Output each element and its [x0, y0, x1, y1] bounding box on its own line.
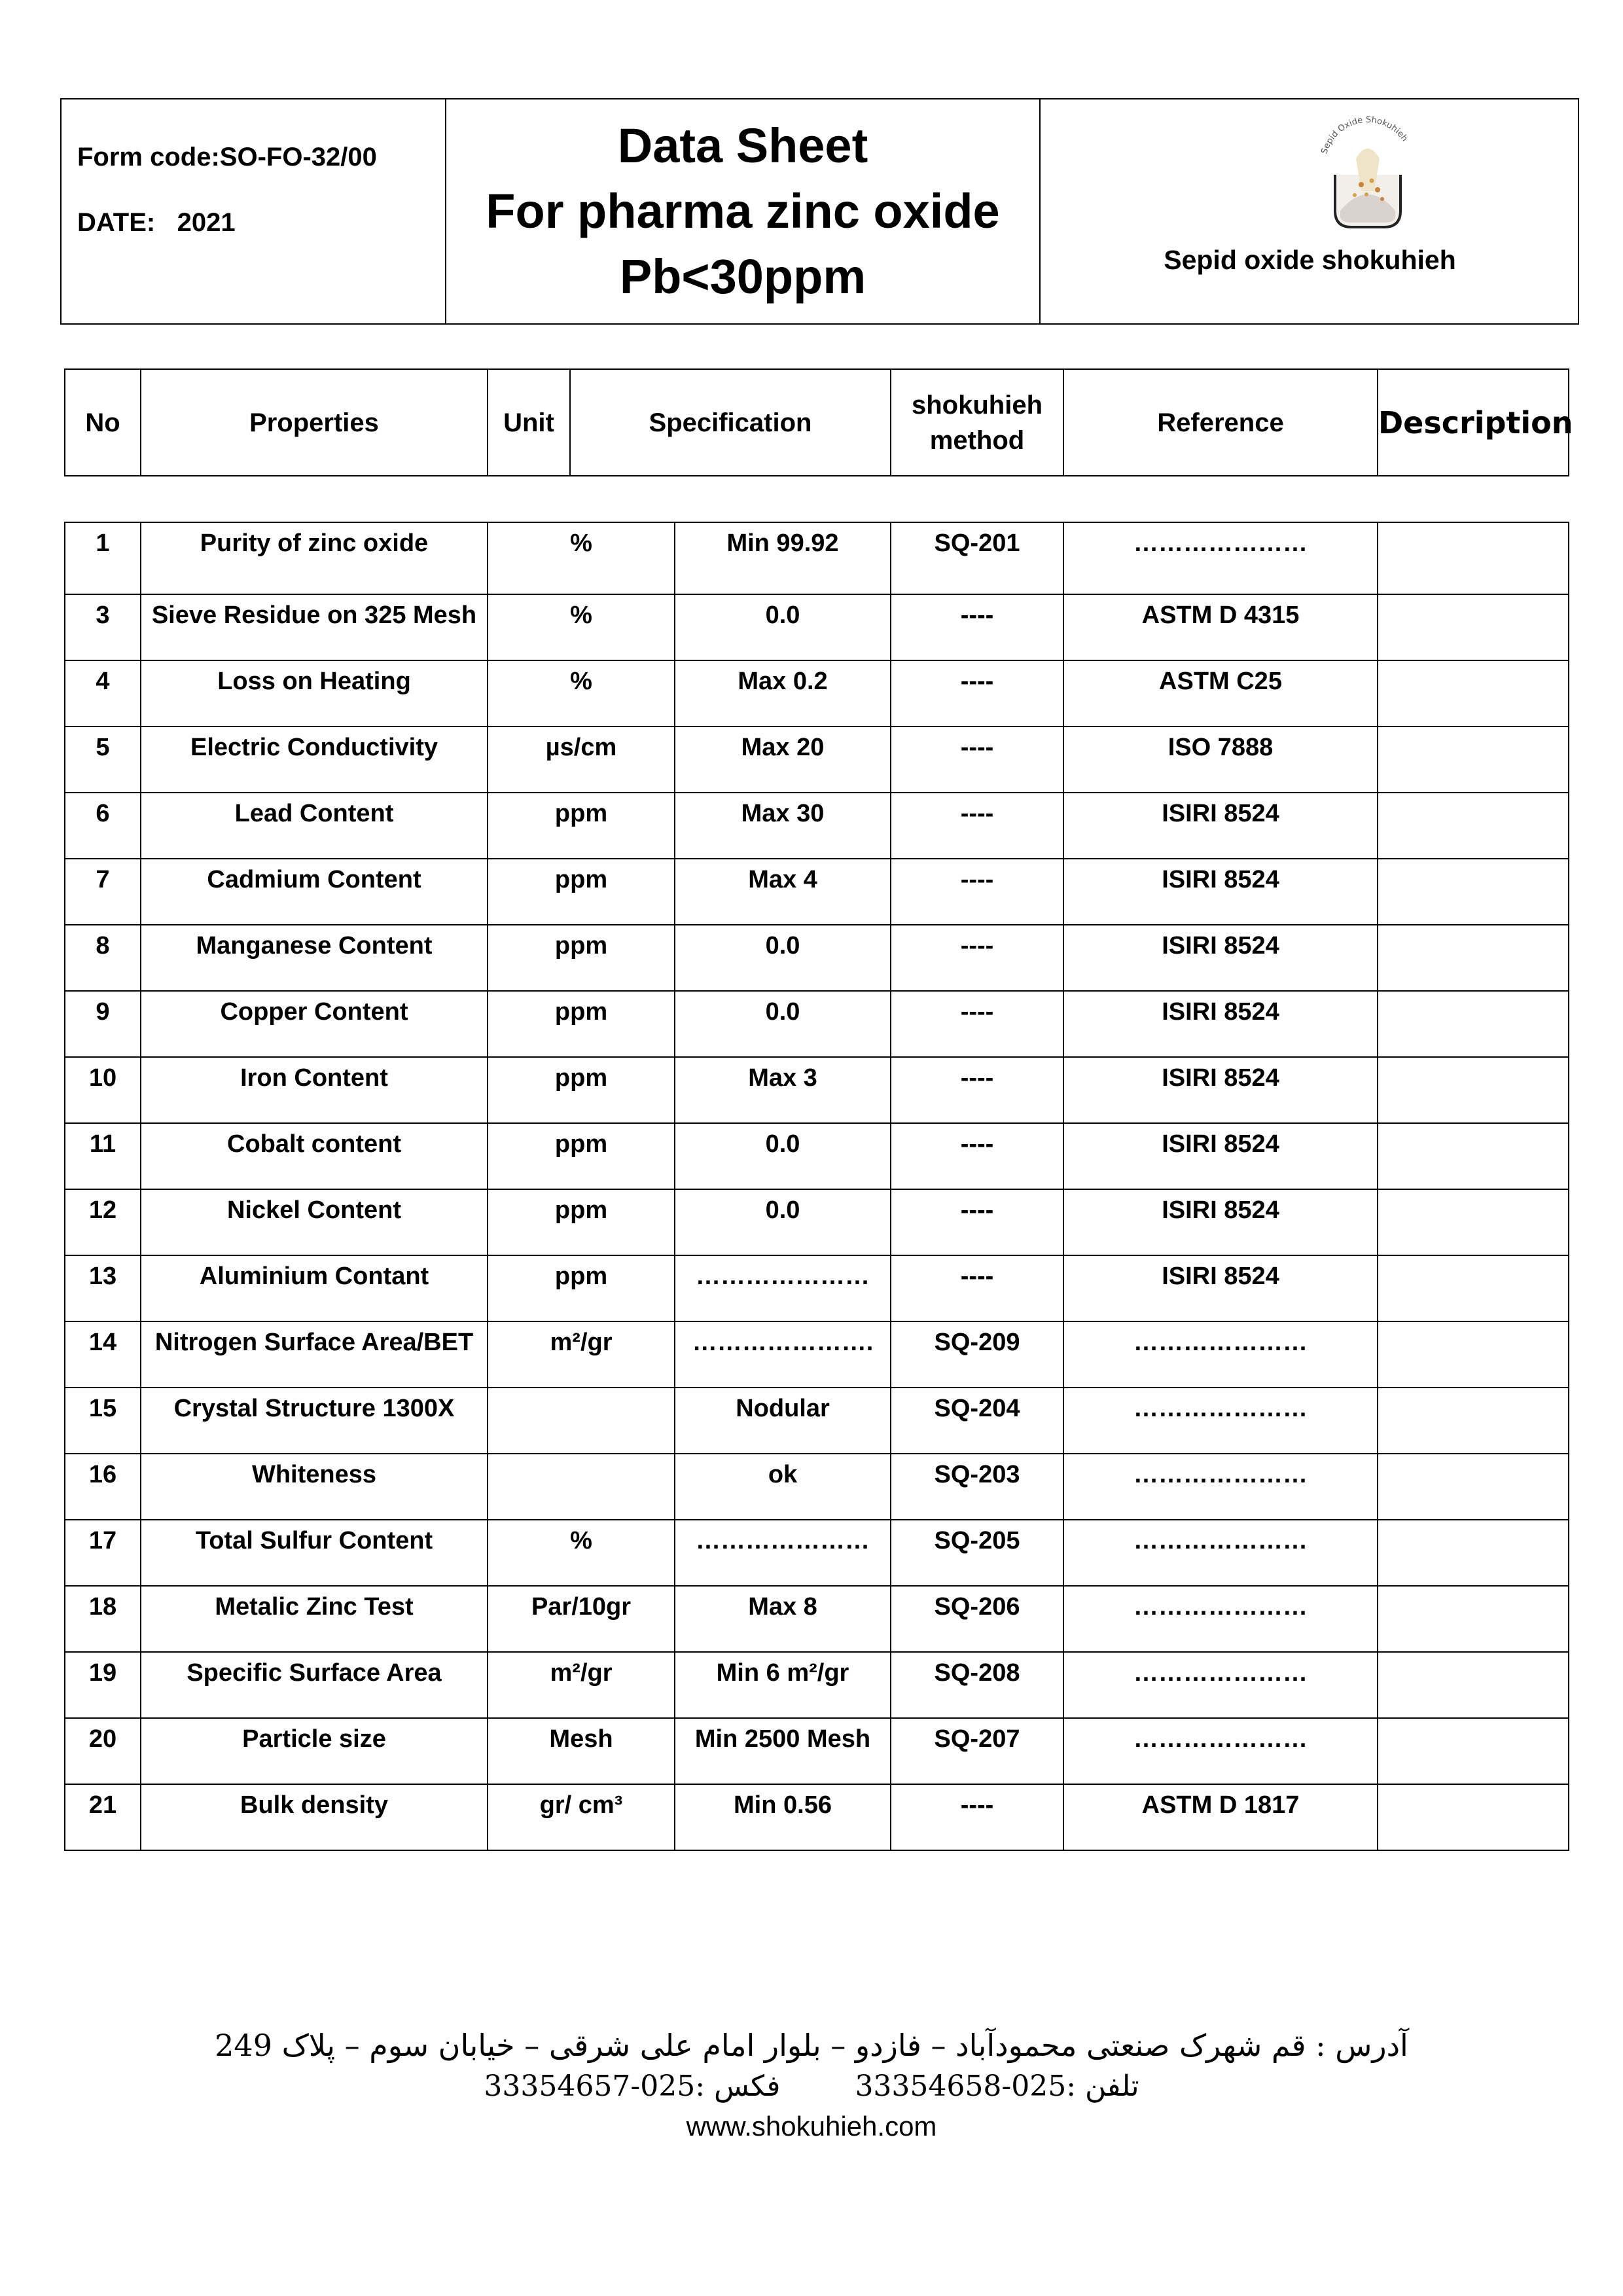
cell-specification: Min 99.92: [675, 522, 891, 594]
table-row: [65, 522, 1569, 594]
cell-method: SQ-205: [891, 1520, 1063, 1586]
cell-specification: Max 30: [675, 793, 891, 859]
cell-description: [1378, 991, 1569, 1057]
cell-unit: m²/gr: [488, 1652, 675, 1718]
svg-text:Sepid Oxide Shokuhieh: [1319, 115, 1409, 155]
table-row: [65, 1652, 1569, 1718]
cell-description: [1378, 1718, 1569, 1784]
cell-description: [1378, 1255, 1569, 1321]
cell-method: ----: [891, 1255, 1063, 1321]
cell-reference: ISIRI 8524: [1063, 1189, 1378, 1255]
cell-no: 5: [65, 726, 141, 793]
cell-unit: ppm: [488, 991, 675, 1057]
cell-specification: Nodular: [675, 1388, 891, 1454]
cell-reference: …………………: [1063, 1586, 1378, 1652]
properties-table: [64, 522, 1569, 1851]
company-name: Sepid oxide shokuhieh: [1164, 245, 1456, 275]
cell-property: Cadmium Content: [141, 859, 488, 925]
col-unit-header: Unit: [488, 369, 570, 476]
cell-no: 8: [65, 925, 141, 991]
company-logo: [1309, 113, 1427, 237]
logo-text: Sepid Oxide Shokuhieh: [1319, 115, 1410, 156]
header-meta-cell: [62, 99, 446, 323]
cell-description: [1378, 1652, 1569, 1718]
cell-reference: …………………: [1063, 1520, 1378, 1586]
cell-description: [1378, 1586, 1569, 1652]
col-method-header: [891, 369, 1063, 476]
cell-unit: m²/gr: [488, 1321, 675, 1388]
cell-unit: gr/ cm³: [488, 1784, 675, 1850]
cell-method: ----: [891, 1123, 1063, 1189]
cell-no: 9: [65, 991, 141, 1057]
cell-no: 21: [65, 1784, 141, 1850]
cell-unit: %: [488, 1520, 675, 1586]
cell-property: Metalic Zinc Test: [141, 1586, 488, 1652]
document-date: [77, 208, 236, 238]
cell-reference: ISIRI 8524: [1063, 793, 1378, 859]
col-method-line2: method: [929, 425, 1025, 455]
document-header: [60, 98, 1579, 325]
cell-method: SQ-206: [891, 1586, 1063, 1652]
col-no-header: No: [65, 369, 141, 476]
cell-no: 4: [65, 660, 141, 726]
table-row: [65, 1388, 1569, 1454]
cell-no: 6: [65, 793, 141, 859]
column-header-row: [65, 369, 1569, 476]
table-row: [65, 1321, 1569, 1388]
col-description-header: Description: [1378, 369, 1569, 476]
cell-specification: ………………….: [675, 1321, 891, 1388]
cell-property: Cobalt content: [141, 1123, 488, 1189]
table-row: [65, 1454, 1569, 1520]
cell-method: SQ-201: [891, 522, 1063, 594]
header-title-cell: [446, 99, 1041, 323]
cell-unit: %: [488, 522, 675, 594]
cell-reference: ISO 7888: [1063, 726, 1378, 793]
cell-specification: Min 2500 Mesh: [675, 1718, 891, 1784]
cell-method: ----: [891, 726, 1063, 793]
cell-property: Aluminium Contant: [141, 1255, 488, 1321]
table-row: [65, 1255, 1569, 1321]
table-row: [65, 1189, 1569, 1255]
cell-reference: ISIRI 8524: [1063, 925, 1378, 991]
cell-no: 10: [65, 1057, 141, 1123]
cell-specification: 0.0: [675, 1189, 891, 1255]
cell-unit: Par/10gr: [488, 1586, 675, 1652]
cell-property: Whiteness: [141, 1454, 488, 1520]
table-row: [65, 1057, 1569, 1123]
cell-unit: %: [488, 594, 675, 660]
cell-property: Iron Content: [141, 1057, 488, 1123]
col-properties-header: Properties: [141, 369, 488, 476]
cell-property: Total Sulfur Content: [141, 1520, 488, 1586]
cell-property: Crystal Structure 1300X: [141, 1388, 488, 1454]
cell-description: [1378, 1189, 1569, 1255]
cell-description: [1378, 1388, 1569, 1454]
cell-unit: [488, 1454, 675, 1520]
cell-method: ----: [891, 660, 1063, 726]
table-row: [65, 991, 1569, 1057]
cell-method: ----: [891, 793, 1063, 859]
column-header-table: [64, 368, 1573, 476]
cell-reference: ISIRI 8524: [1063, 1123, 1378, 1189]
cell-method: ----: [891, 859, 1063, 925]
cell-specification: Max 20: [675, 726, 891, 793]
footer-contacts: [0, 2070, 1623, 2103]
cell-unit: ppm: [488, 1057, 675, 1123]
title-line-3: Pb<30ppm: [619, 249, 866, 304]
cell-specification: Max 0.2: [675, 660, 891, 726]
cell-reference: …………………: [1063, 1652, 1378, 1718]
cell-unit: Mesh: [488, 1718, 675, 1784]
cell-description: [1378, 594, 1569, 660]
cell-reference: …………………: [1063, 1321, 1378, 1388]
cell-description: [1378, 1784, 1569, 1850]
cell-method: ----: [891, 1189, 1063, 1255]
footer-address: آدرس : قم شهرک صنعتی محمودآباد – فازدو – بلوار امام علی شرقی – خیابان سوم – پلاک 249: [215, 2028, 1408, 2063]
cell-description: [1378, 660, 1569, 726]
cell-property: Specific Surface Area: [141, 1652, 488, 1718]
cell-description: [1378, 1520, 1569, 1586]
date-value: 2021: [177, 208, 236, 237]
cell-property: Purity of zinc oxide: [141, 522, 488, 594]
table-row: [65, 1123, 1569, 1189]
cell-unit: ppm: [488, 925, 675, 991]
header-company-cell: [1041, 99, 1579, 323]
cell-specification: ok: [675, 1454, 891, 1520]
cell-specification: Min 0.56: [675, 1784, 891, 1850]
cell-unit: [488, 1388, 675, 1454]
cell-method: ----: [891, 594, 1063, 660]
cell-method: ----: [891, 991, 1063, 1057]
cell-reference: …………………: [1063, 1718, 1378, 1784]
cell-property: Nitrogen Surface Area/BET: [141, 1321, 488, 1388]
table-row: [65, 726, 1569, 793]
cell-description: [1378, 859, 1569, 925]
cell-description: [1378, 925, 1569, 991]
cell-reference: ISIRI 8524: [1063, 991, 1378, 1057]
cell-no: 7: [65, 859, 141, 925]
cell-specification: Max 8: [675, 1586, 891, 1652]
col-specification-header: Specification: [570, 369, 891, 476]
cell-no: 11: [65, 1123, 141, 1189]
cell-specification: 0.0: [675, 594, 891, 660]
cell-property: Sieve Residue on 325 Mesh: [141, 594, 488, 660]
cell-property: Copper Content: [141, 991, 488, 1057]
col-method-line1: shokuhieh: [911, 390, 1043, 420]
cell-unit: ppm: [488, 793, 675, 859]
date-label: DATE:: [77, 208, 156, 237]
cell-reference: …………………: [1063, 1388, 1378, 1454]
table-row: [65, 1586, 1569, 1652]
cell-specification: 0.0: [675, 991, 891, 1057]
cell-description: [1378, 1454, 1569, 1520]
cell-unit: ppm: [488, 1189, 675, 1255]
footer-phone: تلفن :025-33354658: [855, 2070, 1139, 2103]
cell-description: [1378, 1057, 1569, 1123]
cell-method: SQ-203: [891, 1454, 1063, 1520]
cell-property: Bulk density: [141, 1784, 488, 1850]
table-row: [65, 793, 1569, 859]
cell-no: 15: [65, 1388, 141, 1454]
col-reference-header: Reference: [1063, 369, 1378, 476]
cell-reference: …………………: [1063, 522, 1378, 594]
cell-reference: ASTM C25: [1063, 660, 1378, 726]
cell-specification: 0.0: [675, 925, 891, 991]
cell-reference: ASTM D 1817: [1063, 1784, 1378, 1850]
cell-property: Lead Content: [141, 793, 488, 859]
table-row: [65, 925, 1569, 991]
cell-no: 18: [65, 1586, 141, 1652]
cell-description: [1378, 1123, 1569, 1189]
cell-property: Loss on Heating: [141, 660, 488, 726]
title-line-1: Data Sheet: [617, 118, 868, 173]
cell-no: 19: [65, 1652, 141, 1718]
cell-property: Nickel Content: [141, 1189, 488, 1255]
cell-description: [1378, 793, 1569, 859]
cell-method: SQ-204: [891, 1388, 1063, 1454]
footer-fax: فکس :025-33354657: [484, 2070, 781, 2103]
cell-property: Manganese Content: [141, 925, 488, 991]
cell-reference: ISIRI 8524: [1063, 859, 1378, 925]
table-row: [65, 594, 1569, 660]
cell-unit: ppm: [488, 859, 675, 925]
table-row: [65, 660, 1569, 726]
cell-method: SQ-208: [891, 1652, 1063, 1718]
table-row: [65, 1718, 1569, 1784]
cell-reference: ISIRI 8524: [1063, 1255, 1378, 1321]
table-row: [65, 1520, 1569, 1586]
cell-method: SQ-209: [891, 1321, 1063, 1388]
cell-description: [1378, 726, 1569, 793]
cell-no: 12: [65, 1189, 141, 1255]
cell-specification: Min 6 m²/gr: [675, 1652, 891, 1718]
footer-website: www.shokuhieh.com: [686, 2111, 937, 2142]
cell-specification: 0.0: [675, 1123, 891, 1189]
cell-specification: …………………: [675, 1520, 891, 1586]
cell-no: 20: [65, 1718, 141, 1784]
cell-method: ----: [891, 925, 1063, 991]
cell-property: Particle size: [141, 1718, 488, 1784]
table-row: [65, 859, 1569, 925]
cell-method: SQ-207: [891, 1718, 1063, 1784]
cell-description: [1378, 1321, 1569, 1388]
cell-no: 17: [65, 1520, 141, 1586]
cell-unit: %: [488, 660, 675, 726]
cell-reference: …………………: [1063, 1454, 1378, 1520]
cell-specification: Max 4: [675, 859, 891, 925]
cell-no: 3: [65, 594, 141, 660]
cell-no: 16: [65, 1454, 141, 1520]
cell-reference: ISIRI 8524: [1063, 1057, 1378, 1123]
cell-specification: Max 3: [675, 1057, 891, 1123]
form-code: Form code:SO-FO-32/00: [77, 143, 377, 171]
cell-no: 13: [65, 1255, 141, 1321]
cell-no: 1: [65, 522, 141, 594]
properties-table-body: [65, 522, 1569, 1850]
cell-property: Electric Conductivity: [141, 726, 488, 793]
cell-unit: ppm: [488, 1123, 675, 1189]
cell-description: [1378, 522, 1569, 594]
cell-reference: ASTM D 4315: [1063, 594, 1378, 660]
table-row: [65, 1784, 1569, 1850]
cell-specification: …………………: [675, 1255, 891, 1321]
cell-no: 14: [65, 1321, 141, 1388]
title-line-2: For pharma zinc oxide: [486, 184, 1000, 238]
cell-unit: ppm: [488, 1255, 675, 1321]
cell-unit: µs/cm: [488, 726, 675, 793]
cell-method: ----: [891, 1057, 1063, 1123]
cell-method: ----: [891, 1784, 1063, 1850]
